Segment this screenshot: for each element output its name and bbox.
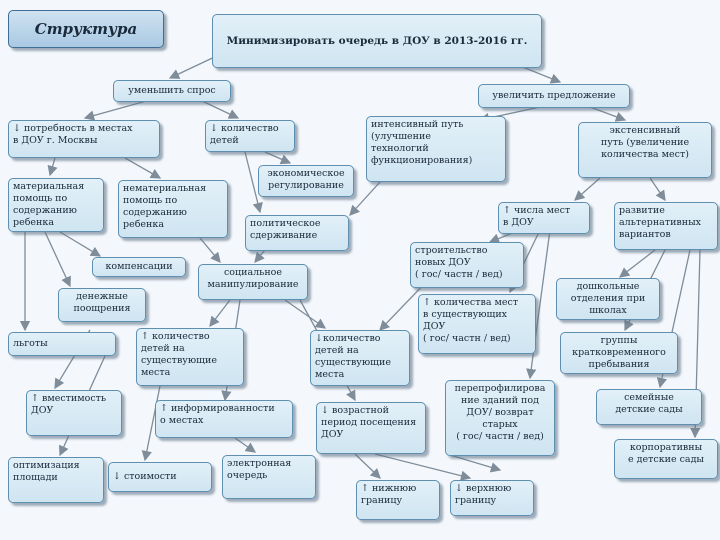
cash-incentives-box: денежные поощрения (58, 288, 146, 322)
corporate-gardens-box: корпоративны е детские сады (614, 439, 718, 479)
title-box: Структура (8, 10, 164, 48)
arrow-alt-school (620, 250, 655, 277)
material-help-box: материальная помощь по содержанию ребенка (8, 178, 104, 232)
arrow-demand-need (85, 100, 150, 118)
benefits-box: льготы (8, 332, 116, 356)
age-period-box: ↓ возрастной период посещения ДОУ (316, 402, 426, 454)
need-places-box: ↓ потребность в местах в ДОУ г. Москвы (8, 120, 160, 158)
reprofiling-box: перепрофилирова ние зданий под ДОУ/ возврат старых ( гос/ частн / вед) (445, 380, 555, 456)
compensation-box: компенсации (92, 257, 186, 277)
alternative-dev-box: развитие альтернативных вариантов (614, 202, 718, 250)
arrow-informing-equeue (235, 438, 255, 452)
arrow-extensive-alternative (650, 178, 665, 200)
capacity-box: ↑ вместимость ДОУ (26, 390, 122, 436)
lower-bound-box: ↑ нижнюю границу (356, 480, 440, 520)
new-build-box: строительство новых ДОУ ( гос/ частн / вед) (410, 242, 524, 288)
arrow-need-nonmaterial (125, 158, 160, 178)
children-count-box: ↓ количество детей (205, 120, 295, 152)
political-deter-box: политическое сдерживание (245, 215, 349, 251)
nonmaterial-help-box: нематериальная помощь по содержанию ребенка (118, 180, 228, 238)
cost-box: ↓ стоимости (108, 462, 212, 492)
e-queue-box: электронная очередь (222, 455, 316, 499)
school-preschool-box: дошкольные отделения при школах (556, 278, 660, 320)
arrow-age-upper (375, 454, 470, 478)
social-manip-box: социальное манипулирование (198, 264, 308, 300)
children-existing-box: ↑ количество детей на существующие места (136, 328, 244, 386)
existing-places-box: ↑ количества мест в существующих ДОУ ( гос/ частн / вед) (418, 294, 536, 354)
arrow-material-compensation (60, 232, 100, 256)
arrow-social-children2 (285, 300, 325, 328)
arrow-nonmaterial-social (200, 238, 220, 262)
goal-box: Минимизировать очередь в ДОУ в 2013-2016 гг. (212, 14, 542, 68)
increase-supply-box: увеличить предложение (478, 84, 630, 108)
arrow-reprofiling-lower (450, 455, 500, 470)
arrow-need-material (50, 158, 55, 175)
intensive-path-box: интенсивный путь (улучшение технологий функционирования) (366, 116, 506, 182)
arrow-supply-extensive (590, 107, 625, 120)
children-existing-2-box: ↓количество детей на существующие места (310, 330, 410, 386)
arrow-age-lower (355, 454, 380, 478)
arrow-political-social (255, 250, 265, 262)
arrow-material-cash (45, 232, 70, 286)
informing-box: ↑ информированности о местах (155, 400, 293, 438)
family-gardens-box: семейные детские сады (596, 389, 702, 425)
area-optimization-box: оптимизация площади (8, 457, 104, 503)
economic-reg-box: экономическое регулирование (258, 165, 354, 197)
arrow-extensive-places (575, 178, 600, 200)
places-count-box: ↑ числа мест в ДОУ (498, 202, 590, 234)
arrow-social-children (210, 300, 230, 326)
reduce-demand-box: уменьшить спрос (113, 80, 231, 102)
arrow-children-economic (265, 152, 290, 163)
arrow-demand-children (200, 100, 238, 118)
extensive-path-box: экстенсивный путь (увеличение количества мест) (578, 122, 712, 178)
short-stay-box: группы кратковременного пребывания (560, 332, 678, 374)
upper-bound-box: ↓ верхнюю границу (450, 480, 534, 516)
